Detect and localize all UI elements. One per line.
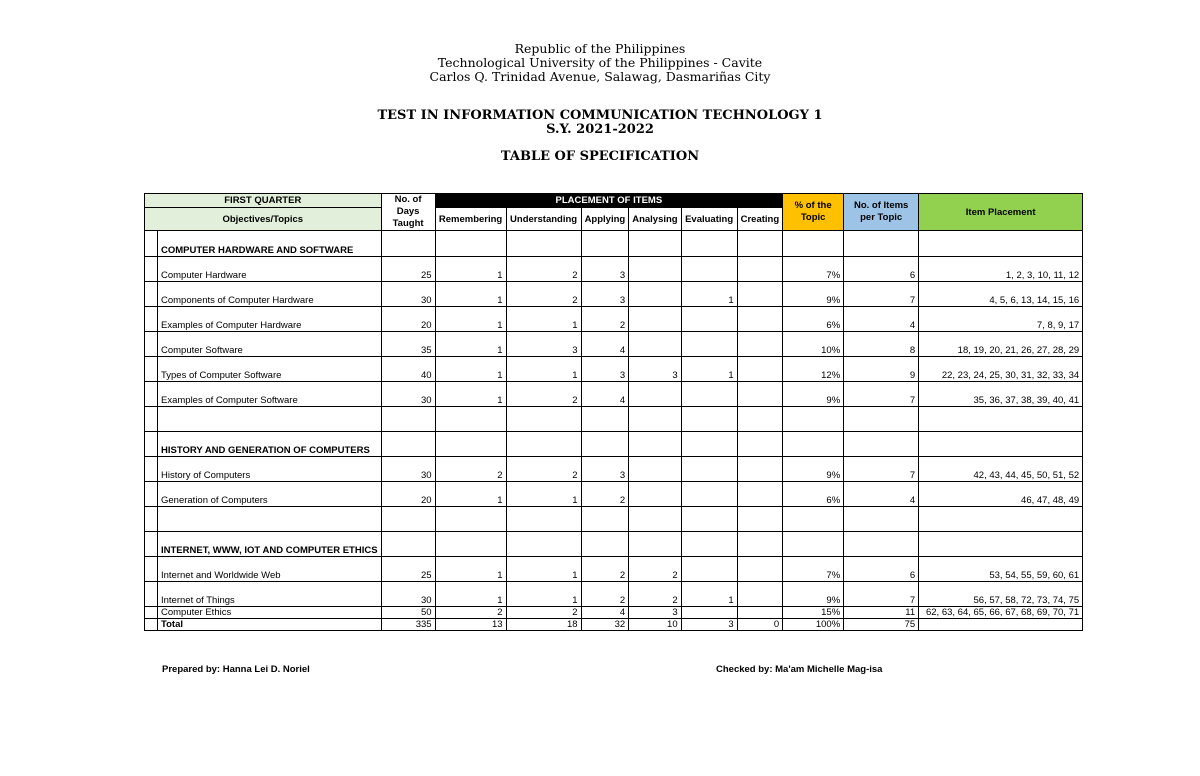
- evaluating-cell: [681, 382, 737, 407]
- evaluating-cell: [681, 307, 737, 332]
- document-title: TABLE OF SPECIFICATION: [500, 149, 700, 164]
- applying-cell: [581, 532, 629, 557]
- percent-cell: [783, 407, 844, 432]
- topic-cell: Computer Hardware: [158, 257, 382, 282]
- evaluating-cell: 1: [681, 282, 737, 307]
- topic-cell: Examples of Computer Hardware: [158, 307, 382, 332]
- applying-cell: 2: [581, 582, 629, 607]
- remembering-cell: 1: [435, 307, 506, 332]
- creating-cell: 0: [737, 619, 783, 631]
- analysing-cell: [629, 482, 681, 507]
- topics-header: Objectives/Topics: [145, 208, 382, 231]
- remembering-cell: [435, 507, 506, 532]
- placement-cell: 53, 54, 55, 59, 60, 61: [919, 557, 1083, 582]
- items-cell: 7: [844, 382, 919, 407]
- placement-cell: 42, 43, 44, 45, 50, 51, 52: [919, 457, 1083, 482]
- table-row: [145, 307, 1083, 332]
- level-understanding: Understanding: [506, 208, 581, 231]
- indent-cell: [145, 257, 158, 282]
- analysing-cell: [629, 257, 681, 282]
- items-cell: [844, 532, 919, 557]
- creating-cell: [737, 532, 783, 557]
- applying-cell: 4: [581, 332, 629, 357]
- analysing-cell: 2: [629, 582, 681, 607]
- understanding-cell: [506, 532, 581, 557]
- creating-cell: [737, 282, 783, 307]
- items-cell: 4: [844, 307, 919, 332]
- creating-cell: [737, 457, 783, 482]
- analysing-cell: [629, 282, 681, 307]
- percent-cell: [783, 507, 844, 532]
- days-cell: 25: [381, 257, 435, 282]
- days-cell: 335: [381, 619, 435, 631]
- days-cell: 40: [381, 357, 435, 382]
- analysing-cell: [629, 382, 681, 407]
- days-cell: [381, 432, 435, 457]
- understanding-cell: [506, 432, 581, 457]
- test-title: TEST IN INFORMATION COMMUNICATION TECHNOLOGY 1: [377, 108, 823, 123]
- indent-cell: [145, 407, 158, 432]
- section-row: [145, 432, 1083, 457]
- topic-cell: Computer Software: [158, 332, 382, 357]
- items-cell: 4: [844, 482, 919, 507]
- analysing-cell: [629, 457, 681, 482]
- level-remembering: Remembering: [435, 208, 506, 231]
- level-applying: Applying: [581, 208, 629, 231]
- header-university: Technological University of the Philippines - Cavite: [437, 55, 763, 70]
- placement-cell: 18, 19, 20, 21, 26, 27, 28, 29: [919, 332, 1083, 357]
- applying-cell: 2: [581, 557, 629, 582]
- understanding-cell: 2: [506, 382, 581, 407]
- remembering-cell: 1: [435, 582, 506, 607]
- items-cell: [844, 407, 919, 432]
- placement-cell: 1, 2, 3, 10, 11, 12: [919, 257, 1083, 282]
- remembering-cell: 1: [435, 282, 506, 307]
- applying-cell: [581, 432, 629, 457]
- days-cell: 30: [381, 582, 435, 607]
- understanding-cell: [506, 507, 581, 532]
- evaluating-cell: 1: [681, 357, 737, 382]
- evaluating-cell: [681, 257, 737, 282]
- analysing-cell: [629, 332, 681, 357]
- remembering-cell: [435, 532, 506, 557]
- indent-cell: [145, 282, 158, 307]
- creating-cell: [737, 257, 783, 282]
- applying-cell: 3: [581, 282, 629, 307]
- level-creating: Creating: [737, 208, 783, 231]
- days-cell: 35: [381, 332, 435, 357]
- understanding-cell: [506, 231, 581, 257]
- items-cell: [844, 432, 919, 457]
- days-header: No. of Days Taught: [381, 194, 435, 231]
- applying-cell: 2: [581, 482, 629, 507]
- header-republic: Republic of the Philippines: [514, 41, 686, 56]
- analysing-cell: [629, 507, 681, 532]
- total-row: [145, 619, 1083, 631]
- days-cell: 20: [381, 482, 435, 507]
- indent-cell: [145, 482, 158, 507]
- days-cell: 20: [381, 307, 435, 332]
- evaluating-cell: [681, 507, 737, 532]
- evaluating-cell: 1: [681, 582, 737, 607]
- evaluating-cell: [681, 607, 737, 619]
- topic-cell: [158, 507, 382, 532]
- table-row: [145, 582, 1083, 607]
- understanding-cell: 1: [506, 482, 581, 507]
- table-row: [145, 257, 1083, 282]
- items-header: No. of Items per Topic: [844, 194, 919, 231]
- remembering-cell: 1: [435, 357, 506, 382]
- remembering-cell: 1: [435, 557, 506, 582]
- topic-cell: Internet of Things: [158, 582, 382, 607]
- placement-cell: [919, 432, 1083, 457]
- items-cell: 7: [844, 457, 919, 482]
- section-row: [145, 532, 1083, 557]
- indent-cell: [145, 457, 158, 482]
- percent-cell: 10%: [783, 332, 844, 357]
- percent-cell: 6%: [783, 482, 844, 507]
- remembering-cell: 1: [435, 332, 506, 357]
- topic-cell: Types of Computer Software: [158, 357, 382, 382]
- topic-cell: History of Computers: [158, 457, 382, 482]
- items-cell: 6: [844, 257, 919, 282]
- evaluating-cell: [681, 407, 737, 432]
- items-cell: 11: [844, 607, 919, 619]
- days-cell: 30: [381, 282, 435, 307]
- percent-cell: 15%: [783, 607, 844, 619]
- indent-cell: [145, 507, 158, 532]
- indent-cell: [145, 607, 158, 619]
- understanding-cell: 1: [506, 582, 581, 607]
- applying-cell: [581, 231, 629, 257]
- percent-cell: 6%: [783, 307, 844, 332]
- understanding-cell: [506, 407, 581, 432]
- placement-cell: [919, 231, 1083, 257]
- indent-cell: [145, 332, 158, 357]
- remembering-cell: 1: [435, 257, 506, 282]
- topic-cell: Generation of Computers: [158, 482, 382, 507]
- indent-cell: [145, 557, 158, 582]
- percent-cell: [783, 231, 844, 257]
- items-cell: 9: [844, 357, 919, 382]
- analysing-cell: [629, 407, 681, 432]
- topic-cell: [158, 407, 382, 432]
- level-evaluating: Evaluating: [681, 208, 737, 231]
- evaluating-cell: [681, 231, 737, 257]
- items-cell: 75: [844, 619, 919, 631]
- indent-cell: [145, 382, 158, 407]
- items-cell: 7: [844, 582, 919, 607]
- table-row: [145, 282, 1083, 307]
- percent-cell: 9%: [783, 457, 844, 482]
- table-row: [145, 357, 1083, 382]
- placement-cell: [919, 532, 1083, 557]
- placement-cell: 22, 23, 24, 25, 30, 31, 32, 33, 34: [919, 357, 1083, 382]
- topic-cell: Internet and Worldwide Web: [158, 557, 382, 582]
- topic-cell: INTERNET, WWW, IOT AND COMPUTER ETHICS: [158, 532, 382, 557]
- days-cell: [381, 407, 435, 432]
- indent-cell: [145, 231, 158, 257]
- applying-cell: 2: [581, 307, 629, 332]
- section-row: [145, 231, 1083, 257]
- remembering-cell: 2: [435, 457, 506, 482]
- days-cell: [381, 532, 435, 557]
- applying-cell: 3: [581, 357, 629, 382]
- creating-cell: [737, 582, 783, 607]
- placement-cell: 46, 47, 48, 49: [919, 482, 1083, 507]
- items-cell: [844, 231, 919, 257]
- level-analysing: Analysing: [629, 208, 681, 231]
- indent-cell: [145, 619, 158, 631]
- placement-header: PLACEMENT OF ITEMS: [435, 194, 783, 208]
- analysing-cell: 2: [629, 557, 681, 582]
- table-row: [145, 557, 1083, 582]
- analysing-cell: [629, 231, 681, 257]
- table-row: [145, 482, 1083, 507]
- analysing-cell: [629, 307, 681, 332]
- topic-cell: COMPUTER HARDWARE AND SOFTWARE: [158, 231, 382, 257]
- blank-row: [145, 407, 1083, 432]
- prepared-by: Prepared by: Hanna Lei D. Noriel: [162, 664, 310, 675]
- applying-cell: 32: [581, 619, 629, 631]
- items-cell: 7: [844, 282, 919, 307]
- topic-cell: HISTORY AND GENERATION OF COMPUTERS: [158, 432, 382, 457]
- school-year: S.Y. 2021-2022: [546, 122, 654, 137]
- percent-cell: 7%: [783, 557, 844, 582]
- analysing-cell: [629, 532, 681, 557]
- item-placement-header: Item Placement: [919, 194, 1083, 231]
- percent-cell: 9%: [783, 282, 844, 307]
- specification-table: [144, 193, 1083, 631]
- percent-cell: 9%: [783, 582, 844, 607]
- days-cell: [381, 231, 435, 257]
- placement-cell: 35, 36, 37, 38, 39, 40, 41: [919, 382, 1083, 407]
- understanding-cell: 2: [506, 607, 581, 619]
- percent-cell: [783, 432, 844, 457]
- creating-cell: [737, 307, 783, 332]
- creating-cell: [737, 332, 783, 357]
- creating-cell: [737, 407, 783, 432]
- understanding-cell: 18: [506, 619, 581, 631]
- checked-by: Checked by: Ma'am Michelle Mag-isa: [716, 664, 883, 675]
- applying-cell: 4: [581, 607, 629, 619]
- applying-cell: [581, 407, 629, 432]
- percent-header: % of the Topic: [783, 194, 844, 231]
- understanding-cell: 1: [506, 307, 581, 332]
- table-row: [145, 382, 1083, 407]
- applying-cell: 3: [581, 257, 629, 282]
- creating-cell: [737, 507, 783, 532]
- percent-cell: 12%: [783, 357, 844, 382]
- applying-cell: 3: [581, 457, 629, 482]
- analysing-cell: 3: [629, 607, 681, 619]
- topic-cell: Components of Computer Hardware: [158, 282, 382, 307]
- remembering-cell: 1: [435, 382, 506, 407]
- evaluating-cell: [681, 432, 737, 457]
- days-cell: 25: [381, 557, 435, 582]
- analysing-cell: [629, 432, 681, 457]
- evaluating-cell: [681, 457, 737, 482]
- placement-cell: 7, 8, 9, 17: [919, 307, 1083, 332]
- creating-cell: [737, 557, 783, 582]
- days-cell: 30: [381, 457, 435, 482]
- percent-cell: 100%: [783, 619, 844, 631]
- table-row: [145, 607, 1083, 619]
- creating-cell: [737, 231, 783, 257]
- placement-cell: [919, 507, 1083, 532]
- understanding-cell: 2: [506, 457, 581, 482]
- evaluating-cell: [681, 482, 737, 507]
- analysing-cell: 3: [629, 357, 681, 382]
- indent-cell: [145, 357, 158, 382]
- evaluating-cell: [681, 532, 737, 557]
- header-address: Carlos Q. Trinidad Avenue, Salawag, Dasmariñas City: [429, 69, 771, 84]
- evaluating-cell: [681, 332, 737, 357]
- applying-cell: [581, 507, 629, 532]
- understanding-cell: 3: [506, 332, 581, 357]
- indent-cell: [145, 307, 158, 332]
- creating-cell: [737, 357, 783, 382]
- quarter-header: FIRST QUARTER: [145, 194, 382, 208]
- items-cell: 6: [844, 557, 919, 582]
- creating-cell: [737, 482, 783, 507]
- understanding-cell: 2: [506, 257, 581, 282]
- evaluating-cell: [681, 557, 737, 582]
- creating-cell: [737, 432, 783, 457]
- understanding-cell: 1: [506, 357, 581, 382]
- placement-cell: 62, 63, 64, 65, 66, 67, 68, 69, 70, 71: [919, 607, 1083, 619]
- remembering-cell: 1: [435, 482, 506, 507]
- remembering-cell: 13: [435, 619, 506, 631]
- table-row: [145, 332, 1083, 357]
- days-cell: 50: [381, 607, 435, 619]
- placement-cell: [919, 407, 1083, 432]
- creating-cell: [737, 382, 783, 407]
- topic-cell: Computer Ethics: [158, 607, 382, 619]
- placement-cell: 4, 5, 6, 13, 14, 15, 16: [919, 282, 1083, 307]
- percent-cell: 9%: [783, 382, 844, 407]
- remembering-cell: 2: [435, 607, 506, 619]
- remembering-cell: [435, 407, 506, 432]
- evaluating-cell: 3: [681, 619, 737, 631]
- items-cell: [844, 507, 919, 532]
- topic-cell: Examples of Computer Software: [158, 382, 382, 407]
- understanding-cell: 1: [506, 557, 581, 582]
- percent-cell: 7%: [783, 257, 844, 282]
- understanding-cell: 2: [506, 282, 581, 307]
- analysing-cell: 10: [629, 619, 681, 631]
- indent-cell: [145, 582, 158, 607]
- table-row: [145, 457, 1083, 482]
- placement-cell: [919, 619, 1083, 631]
- days-cell: [381, 507, 435, 532]
- days-cell: 30: [381, 382, 435, 407]
- placement-cell: 56, 57, 58, 72, 73, 74, 75: [919, 582, 1083, 607]
- remembering-cell: [435, 432, 506, 457]
- topic-cell: Total: [158, 619, 382, 631]
- creating-cell: [737, 607, 783, 619]
- applying-cell: 4: [581, 382, 629, 407]
- items-cell: 8: [844, 332, 919, 357]
- percent-cell: [783, 532, 844, 557]
- blank-row: [145, 507, 1083, 532]
- indent-cell: [145, 432, 158, 457]
- remembering-cell: [435, 231, 506, 257]
- indent-cell: [145, 532, 158, 557]
